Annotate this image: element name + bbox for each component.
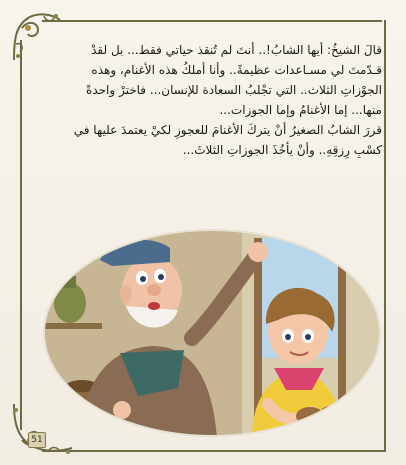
page-number: 51	[28, 432, 46, 448]
border-left	[20, 40, 22, 430]
story-line: قالَ الشيخُ: أيها الشابُ!.. أنتَ لم تُنقذ حياتي فقط... بل لقدْ	[91, 43, 382, 57]
story-text	[30, 40, 382, 160]
story-line: الجوْزاتِ الثلاث.. التي تجْلبُ السعادة للإنسان... فاخترْ واحدةً	[86, 83, 382, 97]
border-right	[384, 20, 386, 450]
story-line: كسْبِ رِزقِهِ.. وأنْ يأخُذَ الجوزاتِ الثلاثَ...	[182, 143, 382, 157]
story-illustration	[42, 228, 382, 438]
border-top	[42, 20, 382, 22]
story-line: قررَ الشابُ الصغيرُ أنْ يتركَ الأغنامَ للعجوزِ لكيْ يعتمدَ عليها في	[73, 123, 382, 137]
story-line: قـدّمتَ لي مسـاعدات عظيمةً.. وأنا أملكُ هذه الأغنام، وهذه	[91, 63, 382, 77]
story-line: منها... إما الأغنامُ وإما الجوزات...	[219, 103, 382, 117]
border-bottom	[42, 450, 386, 452]
